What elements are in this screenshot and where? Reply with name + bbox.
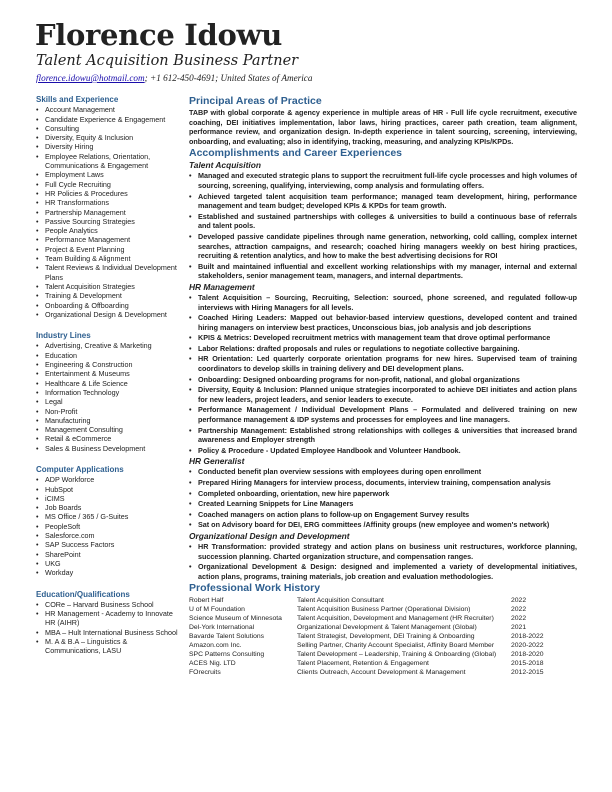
list-item: • Non-Profit	[36, 407, 184, 416]
work-history-table	[189, 596, 577, 677]
list-item: • iCIMS	[36, 494, 184, 503]
list-item: • Candidate Experience & Engagement	[36, 115, 184, 124]
list-item: • Training & Development	[36, 291, 184, 300]
work-role: Talent Strategist, Development, DEI Training & Onboarding	[297, 633, 475, 641]
list-item: • Organizational Development & Design: designed and implemented a variety of developmental initiatives, action plans, programs, training materials, job creation and evaluation methodologies.	[189, 562, 577, 581]
work-company: Amazon.com Inc.	[189, 642, 242, 650]
table-row	[189, 605, 577, 614]
list-item: • Performance Management	[36, 235, 184, 244]
work-role: Clients Outreach, Account Development & Management	[297, 669, 466, 677]
list-item: • Employee Relations, Orientation, Communications & Engagement	[36, 152, 184, 171]
list-item: • Onboarding & Offboarding	[36, 301, 184, 310]
table-row	[189, 632, 577, 641]
table-row	[189, 623, 577, 632]
work-company: Robert Half	[189, 597, 224, 605]
list-item: • Team Building & Alignment	[36, 254, 184, 263]
section-heading: Computer Applications	[36, 464, 124, 474]
sidebar	[36, 95, 184, 668]
work-years: 2015-2018	[511, 660, 544, 668]
list-item: • Information Technology	[36, 388, 184, 397]
main-content	[189, 95, 577, 677]
list-item: • Established and sustained partnerships with colleges & universities to build a continuous base of referrals and talent pools.	[189, 212, 577, 231]
section-heading: Education/Qualifications	[36, 589, 130, 599]
work-company: Science Museum of Minnesota	[189, 615, 282, 623]
principal-heading: Principal Areas of Practice	[189, 95, 322, 107]
work-company: FOrecruits	[189, 669, 221, 677]
section-heading: Industry Lines	[36, 331, 91, 341]
list-item: • MBA – Hult International Business School	[36, 628, 184, 637]
list-item: • Manufacturing	[36, 416, 184, 425]
list-item: • Managed and executed strategic plans to support the recruitment full-life cycle processes and high volumes of sourcing, screening, qualifying, interviewing, comp analysis and formulating offers.	[189, 171, 577, 190]
list-item: • Diversity, Equity & Inclusion: Planned unique strategies incorporated to achieve DEI initiates and action plans for new leaders, project leaders, and senior leaders to execute.	[189, 385, 577, 404]
accomplishment-list	[189, 293, 577, 456]
industry-section	[36, 331, 184, 453]
list-item: • HR Policies & Procedures	[36, 189, 184, 198]
list-item: • Diversity Hiring	[36, 142, 184, 151]
list-item: • HR Orientation: Led quarterly corporate orientation programs for new hires. Supervised team of training coordinators to develop skills in training delivery and DEI development plans.	[189, 354, 577, 373]
list-item: • Employment Laws	[36, 170, 184, 179]
list-item: • CORe – Harvard Business School	[36, 600, 184, 609]
list-item: • SharePoint	[36, 550, 184, 559]
list-item: • Retail & eCommerce	[36, 434, 184, 443]
list-item: • Passive Sourcing Strategies	[36, 217, 184, 226]
list-item: • Sales & Business Development	[36, 444, 184, 453]
work-company: U of M Foundation	[189, 606, 245, 614]
accomplishment-list	[189, 467, 577, 530]
work-company: ACES Nig. LTD	[189, 660, 236, 668]
computer-section	[36, 465, 184, 578]
accomplishments-heading: Accomplishments and Career Experiences	[189, 147, 403, 160]
list-item: • Project & Event Planning	[36, 245, 184, 254]
email-link[interactable]: florence.idowu@hotmail.com	[36, 73, 145, 83]
list-item: • SAP Success Factors	[36, 540, 184, 549]
accomplishment-list	[189, 542, 577, 581]
list-item: • M. A & B.A – Linguistics & Communications, LASU	[36, 637, 184, 656]
work-role: Organizational Development & Talent Management (Global)	[297, 624, 477, 632]
list-item: • Engineering & Construction	[36, 360, 184, 369]
table-row	[189, 596, 577, 605]
list-item: • Workday	[36, 568, 184, 577]
work-years: 2021	[511, 624, 527, 632]
principal-text: TABP with global corporate & agency experience in multiple areas of HR - Full life cycle recruitment, executive coaching, DEI initiatives implementation, labor laws, hiring practices, career path creation, team alignment, performance review, and organization design. In-depth experience in talent sourcing, screening, interviewing, onboarding, and evaluating; also in identifying, tracking, measuring, and analyzing KPIs/KPDs.	[189, 108, 577, 146]
list-item: • Labor Relations: drafted proposals and rules or regulations to negotiate collective bargaining.	[189, 344, 577, 354]
list-item: • Legal	[36, 397, 184, 406]
candidate-name: Florence Idowu	[35, 18, 283, 52]
list-item: • Partnership Management	[36, 208, 184, 217]
work-company: Bavarde Talent Solutions	[189, 633, 265, 641]
table-row	[189, 668, 577, 677]
list-item: • Organizational Design & Development	[36, 310, 184, 319]
phone-location: ; +1 612-450-4691; United States of America	[144, 73, 313, 83]
list-item: • Achieved targeted talent acquisition team performance; managed team development, hiring, performance management and team budget; developed KPIs & KPDs for team growth.	[189, 192, 577, 211]
subsection-title: Talent Acquisition	[189, 160, 261, 171]
work-years: 2022	[511, 597, 527, 605]
list-item: • Full Cycle Recruiting	[36, 180, 184, 189]
list-item: • People Analytics	[36, 226, 184, 235]
list-item: • Coached Hiring Leaders: Mapped out behavior-based interview questions, developed content and trained hiring managers on interview best practices, Unconscious bias, job analysis and job descriptions	[189, 313, 577, 332]
work-role: Talent Placement, Retention & Engagement	[297, 660, 429, 668]
list-item: • Talent Reviews & Individual Development Plans	[36, 263, 184, 282]
subsection-title: HR Generalist	[189, 456, 245, 467]
list-item: • Diversity, Equity & Inclusion	[36, 133, 184, 142]
list-item: • Salesforce.com	[36, 531, 184, 540]
list-item: • Prepared Hiring Managers for interview process, documents, interview training, compensation analysis	[189, 478, 577, 488]
list-item: • Completed onboarding, orientation, new hire paperwork	[189, 489, 577, 499]
section-heading: Skills and Experience	[36, 95, 119, 104]
list-item: • Job Boards	[36, 503, 184, 512]
table-row	[189, 641, 577, 650]
list-item: • HubSpot	[36, 485, 184, 494]
list-item: • Performance Management / Individual Development Plans – Formulated and delivered training on new performance management & IDP systems and processes for employees and line managers.	[189, 405, 577, 424]
table-row	[189, 659, 577, 668]
skills-section	[36, 95, 184, 319]
list-item: • Account Management	[36, 105, 184, 114]
list-item: • Consulting	[36, 124, 184, 133]
list-item: • Sat on Advisory board for DEI, ERG committees /Affinity groups (new employee and women's network)	[189, 520, 577, 530]
accomplishment-list	[189, 171, 577, 281]
list-item: • HR Management - Academy to Innovate HR (AIHR)	[36, 609, 184, 628]
skills-list	[36, 105, 184, 319]
table-row	[189, 614, 577, 623]
list-item: • KPIS & Metrics: Developed recruitment metrics with management team that drove optimal performance	[189, 333, 577, 343]
list-item: • Policy & Procedure - Updated Employee Handbook and Volunteer Handbook.	[189, 446, 577, 456]
list-item: • Healthcare & Life Science	[36, 379, 184, 388]
list-item: • Advertising, Creative & Marketing	[36, 341, 184, 350]
list-item: • Built and maintained influential and excellent working relationships with my manager, internal and external stakeholders, senior management team, managers, and internal departments.	[189, 262, 577, 281]
list-item: • PeopleSoft	[36, 522, 184, 531]
work-role: Talent Acquisition Consultant	[297, 597, 384, 605]
list-item: • Talent Acquisition Strategies	[36, 282, 184, 291]
education-section	[36, 590, 184, 656]
computer-list	[36, 475, 184, 577]
accomplishment-groups	[189, 160, 577, 581]
list-item: • Created Learning Snippets for Line Managers	[189, 499, 577, 509]
work-years: 2018-2022	[511, 633, 544, 641]
list-item: • Management Consulting	[36, 425, 184, 434]
work-years: 2022	[511, 615, 527, 623]
subsection-title: Organizational Design and Development	[189, 530, 350, 541]
work-company: SPC Patterns Consulting	[189, 651, 265, 659]
job-title: Talent Acquisition Business Partner	[36, 53, 299, 69]
work-years: 2022	[511, 606, 527, 614]
list-item: • Conducted benefit plan overview sessions with employees during open enrollment	[189, 467, 577, 477]
list-item: • HR Transformation: provided strategy and action plans on business unit restructures, workforce planning, succession planning. Charted organization structure, and compensation ranges.	[189, 542, 577, 561]
list-item: • Partnership Management: Established strong relationships with colleges & universities that increased brand awareness and Employer strength	[189, 426, 577, 445]
work-years: 2012-2015	[511, 669, 544, 677]
list-item: • Onboarding: Designed onboarding programs for non-profit, national, and global organizations	[189, 375, 577, 385]
list-item: • ADP Workforce	[36, 475, 184, 484]
industry-list	[36, 341, 184, 453]
contact-line	[36, 72, 312, 84]
list-item: • Developed passive candidate pipelines through name generation, networking, cold calling, complex internet searches, attraction campaigns, and research; coached hiring managers weekly on best hiring practices, recruiting & retention analytics, and how to make the best advertising decisions for ROI	[189, 232, 577, 261]
work-company: Del-York International	[189, 624, 255, 632]
table-row	[189, 650, 577, 659]
work-role: Selling Partner, Charity Account Specialist, Affinity Board Member	[297, 642, 495, 650]
list-item: • UKG	[36, 559, 184, 568]
work-years: 2018-2020	[511, 651, 544, 659]
subsection-title: HR Management	[189, 281, 255, 292]
work-years: 2020-2022	[511, 642, 544, 650]
work-history-heading: Professional Work History	[189, 582, 321, 595]
list-item: • HR Transformations	[36, 198, 184, 207]
education-list	[36, 600, 184, 656]
list-item: • MS Office / 365 / G-Suites	[36, 512, 184, 521]
list-item: • Talent Acquisition – Sourcing, Recruiting, Selection: sourced, phone screened, and regulated follow-up interviews with Hiring Managers for all levels.	[189, 293, 577, 312]
work-role: Talent Development – Leadership, Training & Onboarding (Global)	[297, 651, 497, 659]
list-item: • Education	[36, 351, 184, 360]
work-role: Talent Acquisition, Development and Management (HR Recruiter)	[297, 615, 494, 623]
list-item: • Entertainment & Museums	[36, 369, 184, 378]
list-item: • Coached managers on action plans to follow-up on Engagement Survey results	[189, 510, 577, 520]
work-role: Talent Acquisition Business Partner (Operational Division)	[297, 606, 471, 614]
